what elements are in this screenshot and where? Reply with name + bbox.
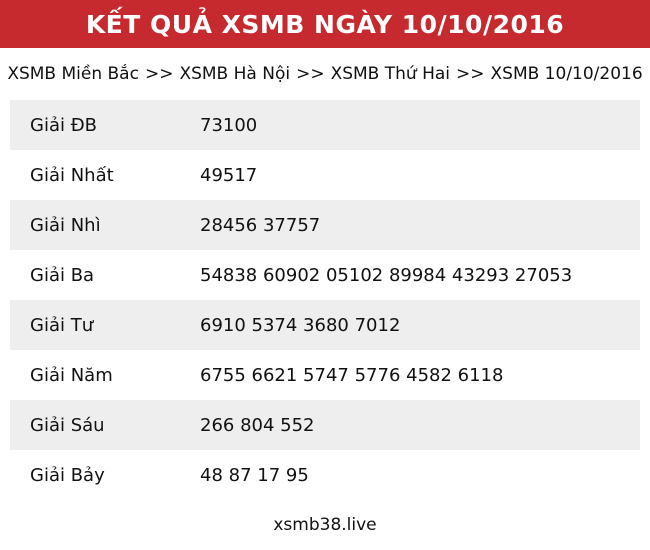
table-row [10, 250, 640, 300]
page-header [0, 0, 650, 48]
prize-numbers: 6910 5374 3680 7012 [200, 314, 401, 336]
breadcrumb-separator: >> [296, 64, 325, 84]
table-row [10, 400, 640, 450]
results-table [0, 100, 650, 500]
table-row [10, 450, 640, 500]
prize-label: Giải ĐB [30, 114, 97, 136]
footer-site-name: xsmb38.live [273, 515, 377, 535]
prize-label: Giải Nhì [30, 214, 101, 236]
table-row [10, 150, 640, 200]
page-footer [0, 500, 650, 535]
breadcrumb-item-mien-bac[interactable]: XSMB Miền Bắc [7, 64, 139, 84]
prize-numbers: 54838 60902 05102 89984 43293 27053 [200, 264, 573, 286]
prize-numbers: 49517 [200, 164, 258, 186]
table-row [10, 300, 640, 350]
prize-label: Giải Năm [30, 364, 113, 386]
prize-numbers: 28456 37757 [200, 214, 321, 236]
prize-numbers: 266 804 552 [200, 414, 315, 436]
breadcrumb-item-thu-hai[interactable]: XSMB Thứ Hai [330, 64, 451, 84]
table-row [10, 350, 640, 400]
prize-numbers: 48 87 17 95 [200, 464, 309, 486]
prize-label: Giải Bảy [30, 464, 105, 486]
prize-label: Giải Ba [30, 264, 95, 286]
breadcrumb-separator: >> [456, 64, 485, 84]
prize-label: Giải Tư [30, 314, 94, 336]
breadcrumb-item-ha-noi[interactable]: XSMB Hà Nội [179, 64, 291, 84]
prize-numbers: 73100 [200, 114, 258, 136]
prize-label: Giải Nhất [30, 164, 114, 186]
table-row [10, 100, 640, 150]
page-title: KẾT QUẢ XSMB NGÀY 10/10/2016 [85, 9, 565, 39]
table-row [10, 200, 640, 250]
prize-label: Giải Sáu [30, 414, 105, 436]
breadcrumb-item-date[interactable]: XSMB 10/10/2016 [490, 64, 643, 84]
breadcrumb-separator: >> [144, 64, 174, 84]
breadcrumb [0, 48, 650, 100]
prize-numbers: 6755 6621 5747 5776 4582 6118 [200, 364, 504, 386]
